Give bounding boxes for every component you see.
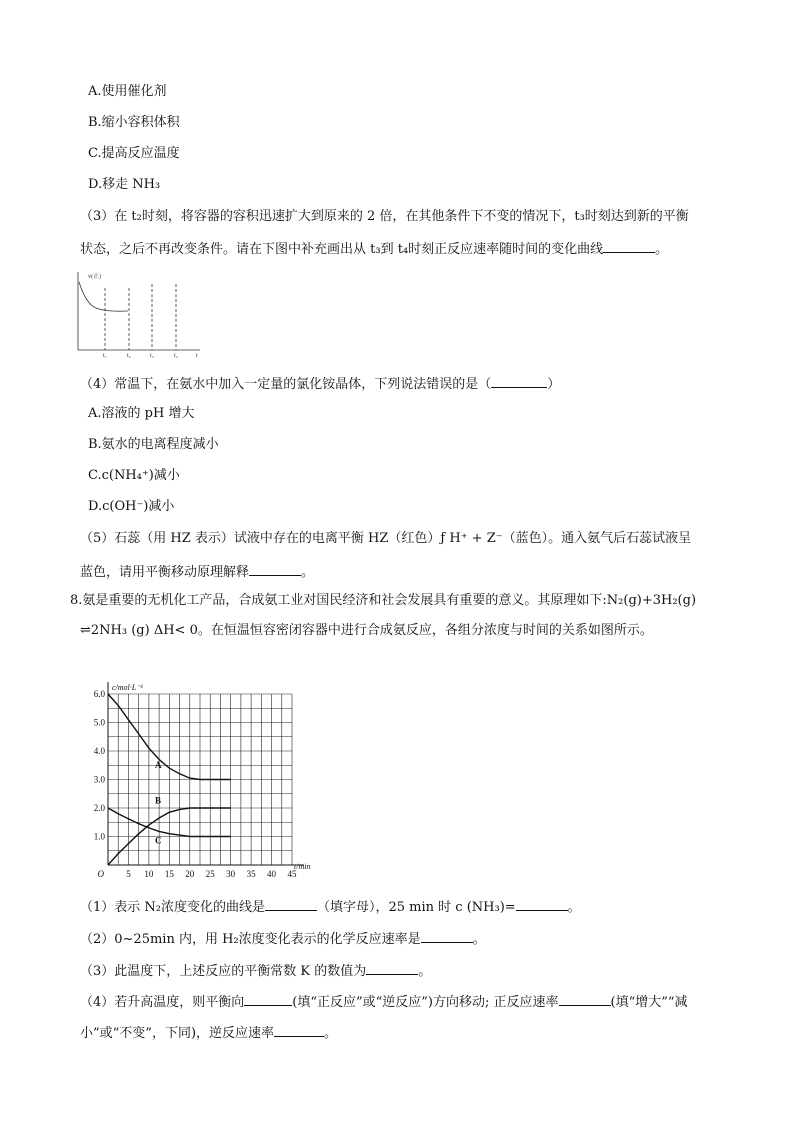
q8-part2-end: 。: [472, 932, 486, 947]
option-b: B.氨水的电离程度减小: [88, 437, 219, 452]
answer-blank[interactable]: [516, 896, 568, 911]
option-d: D.c(OH⁻)减小: [88, 499, 175, 514]
tick-t3: t₃: [150, 353, 154, 358]
rate-curve: [79, 282, 128, 311]
series-label: B: [155, 795, 162, 806]
option-c: C.提高反应温度: [88, 146, 180, 161]
tick-t2: t₂: [127, 353, 131, 358]
q7-part3-line2: [80, 238, 668, 259]
q8-part4-text-a: （4）若升高温度，则平衡向: [80, 995, 245, 1010]
q8-part4-text-c: (填“增大”“减: [610, 995, 688, 1010]
q7-part5-line1: （5）石蕊（用 HZ 表示）试液中存在的电离平衡 HZ（红色）ƒ H⁺ + Z⁻（蓝色）。通入氨气后石蕊试液呈: [80, 531, 692, 546]
q8-intro-line1: 8.氨是重要的无机化工产品，合成氨工业对国民经济和社会发展具有重要的意义。其原理如下:N₂(g)+3H₂(g): [70, 593, 697, 608]
q8-part4-end: 。: [324, 1026, 338, 1041]
answer-blank[interactable]: [421, 928, 473, 943]
y-tick-label: 1.0: [93, 831, 105, 842]
option-a: A.使用催化剂: [88, 84, 167, 99]
answer-blank[interactable]: [366, 960, 418, 975]
tick-t4: t₄: [174, 353, 178, 358]
answer-blank[interactable]: [249, 561, 301, 576]
answer-blank[interactable]: [265, 896, 317, 911]
answer-blank[interactable]: [559, 991, 611, 1006]
q7-part3-end: 。: [655, 242, 669, 257]
option-a: A.溶液的 pH 增大: [88, 406, 195, 421]
q8-intro-line2: ⇌2NH₃ (g) ΔH< 0。在恒温恒容密闭容器中进行合成氨反应，各组分浓度与时间的关系如图所示。: [80, 623, 653, 638]
q8-part4-text-d: 小”或“不变”，下同)，逆反应速率: [80, 1026, 275, 1041]
answer-blank[interactable]: [244, 991, 292, 1006]
q8-part3-text: （3）此温度下，上述反应的平衡常数 K 的数值为: [80, 964, 367, 979]
series-label: C: [155, 835, 162, 846]
concentration-time-chart: [88, 672, 338, 884]
x-tick-label: 20: [185, 869, 195, 879]
rate-time-graph: [72, 268, 212, 358]
x-tick-label: 40: [267, 869, 277, 879]
y-tick-label: 5.0: [93, 717, 105, 728]
x-tick-label: 45: [287, 869, 297, 879]
tick-t: t: [196, 353, 198, 358]
q7-part5-end: 。: [301, 565, 315, 580]
x-axis-label: t/min: [294, 862, 311, 871]
x-tick-label: 25: [205, 869, 215, 879]
y-axis-label: c/mol·L⁻¹: [112, 683, 143, 692]
x-tick-label: 10: [144, 869, 154, 879]
q7-part3-text: 状态，之后不再改变条件。请在下图中补充画出从 t₃到 t₄时刻正反应速率随时间的变化曲线: [80, 242, 604, 257]
y-tick-label: 4.0: [93, 746, 105, 756]
q8-part1-text-b: （填字母），25 min 时 c (NH₃)=: [317, 900, 516, 915]
q8-part3: [80, 960, 431, 981]
x-tick-label: 35: [246, 869, 256, 879]
q7-part3-line1: （3）在 t₂时刻，将容器的容积迅速扩大到原来的 2 倍，在其他条件下不变的情况下，t₃时刻达到新的平衡: [80, 209, 689, 224]
q8-part1: [80, 896, 581, 917]
option-b: B.缩小容积体积: [88, 115, 180, 130]
x-tick-label: 30: [226, 869, 236, 879]
option-c: C.c(NH₄⁺)减小: [88, 468, 180, 483]
q7-part4-close: ）: [547, 377, 561, 392]
q8-part3-end: 。: [418, 964, 432, 979]
q8-part1-text-a: （1）表示 N₂浓度变化的曲线是: [80, 900, 265, 915]
q8-part4-line1: [80, 991, 688, 1012]
q8-part4-line2: [80, 1022, 337, 1043]
x-tick-label: 5: [126, 869, 131, 879]
origin-label: O: [97, 869, 104, 879]
q7-part4-stem: （4）常温下，在氨水中加入一定量的氯化铵晶体，下列说法错误的是（: [80, 377, 492, 392]
y-tick-label: 6.0: [93, 689, 105, 699]
answer-blank[interactable]: [274, 1022, 324, 1037]
answer-blank[interactable]: [491, 373, 547, 388]
x-tick-label: 15: [164, 869, 174, 879]
y-tick-label: 3.0: [93, 774, 105, 785]
graph-ylabel: v(正): [88, 274, 101, 280]
answer-blank[interactable]: [603, 238, 655, 253]
q7-part5-text: 蓝色，请用平衡移动原理解释: [80, 565, 250, 580]
tick-t1: t₁: [103, 353, 107, 358]
y-tick-label: 2.0: [93, 803, 105, 813]
q7-part4: [80, 373, 560, 394]
q8-part1-end: 。: [567, 900, 581, 915]
q8-part2: [80, 928, 486, 949]
series-label: A: [155, 760, 162, 771]
q8-part2-text: （2）0~25min 内，用 H₂浓度变化表示的化学反应速率是: [80, 932, 421, 947]
q7-part5-line2: [80, 561, 314, 582]
option-d: D.移走 NH₃: [88, 177, 161, 192]
q8-part4-text-b: (填“正反应”或“逆反应”)方向移动; 正反应速率: [292, 995, 559, 1010]
